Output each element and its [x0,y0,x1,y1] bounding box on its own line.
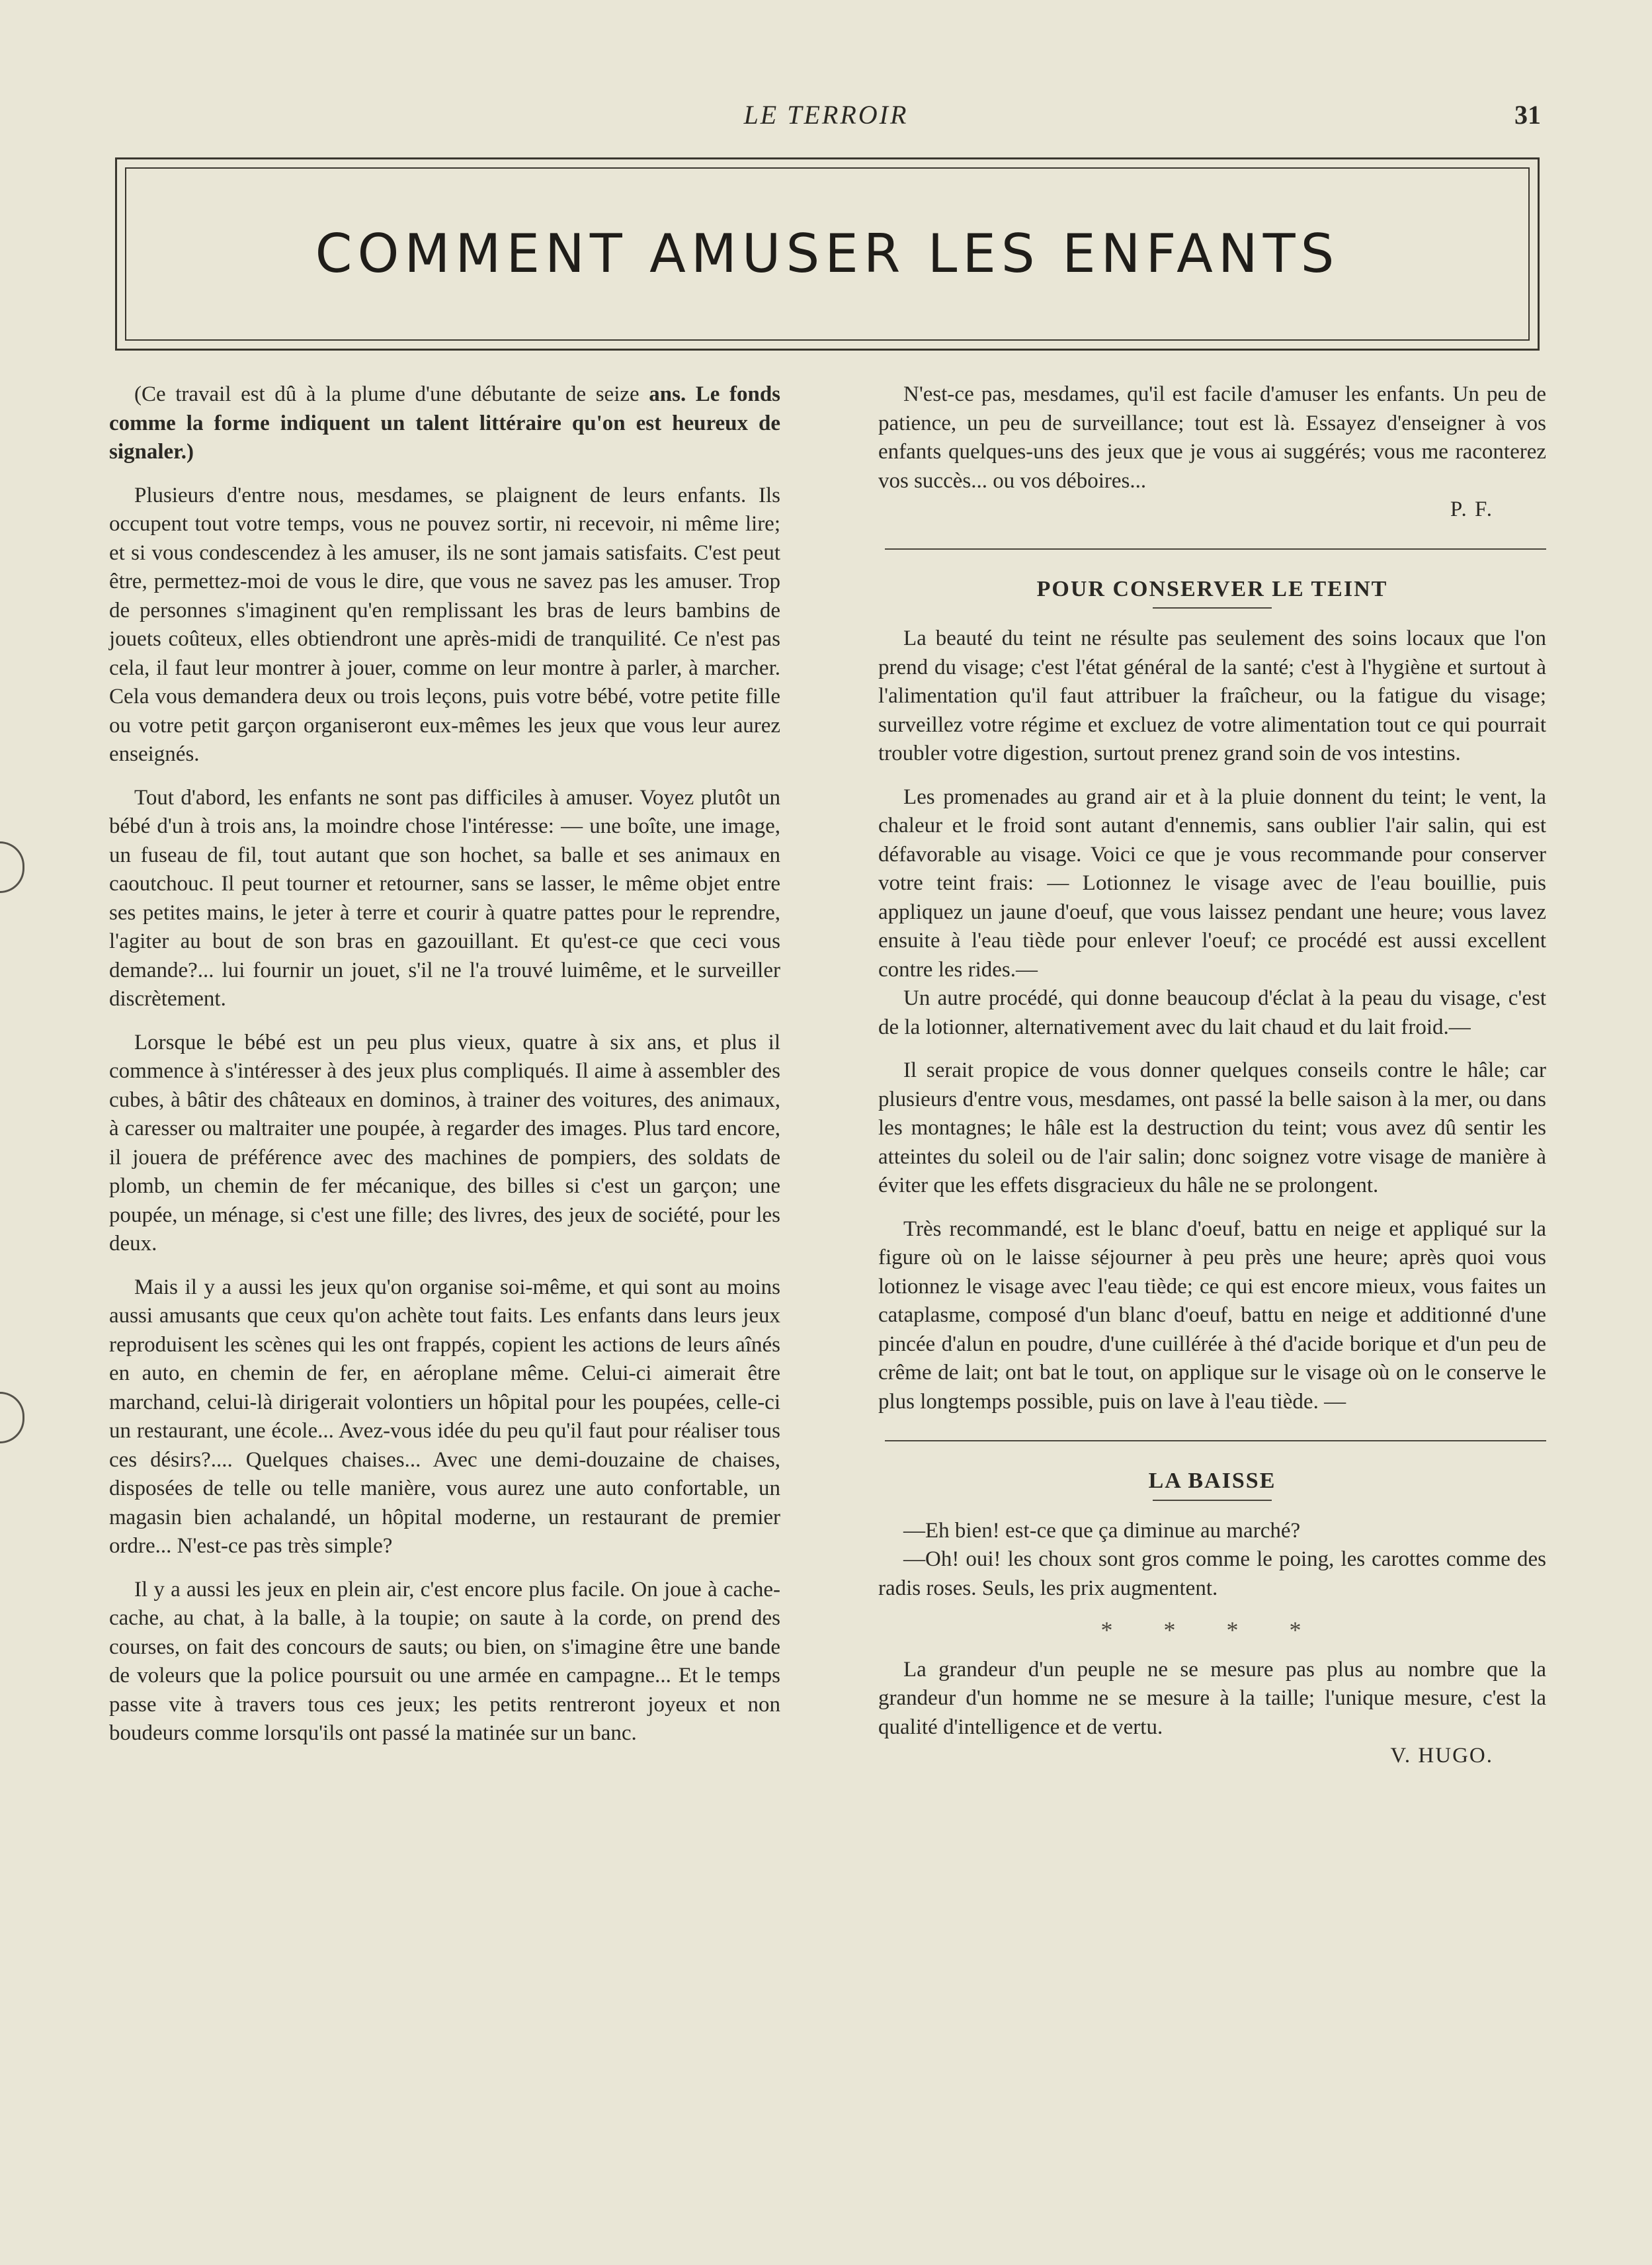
article-signature: P. F. [1450,497,1493,521]
intro-note [109,380,780,467]
baisse-line: —Oh! oui! les choux sont gros comme le poing, les carottes comme des radis roses. Seuls, les prix augmentent. [878,1547,1546,1600]
separator-stars: * * * * [1100,1617,1324,1643]
baisse-section-title: LA BAISSE [1148,1469,1276,1493]
article-paragraph: Mais il y a aussi les jeux qu'on organise soi-même, et qui sont au moins aussi amusants que ceux qu'on achète tout faits. Les enfants dans leurs jeux reproduisent les scènes qui les ont frappés, copient les actions de leurs aînés en auto, en chemin de fer, en aéroplane même. Celui-ci aimerait être marchand, celui-là dirigerait volontiers un hôpital pour les poupées, celle-ci un restaurant, une école... Avez-vous idée du peu qu'il faut pour réaliser tous ces désirs?.... Quelques chaises... Avec une demi-douzaine de chaises, disposées de telle ou telle manière, vous aurez une auto confortable, un magasin bien achalandé, un hôpital moderne, un restaurant de premier ordre... N'est-ce pas très simple? [109,1275,780,1558]
teint-paragraph: Très recommandé, est le blanc d'oeuf, battu en neige et appliqué sur la figure où on le laisse séjourner à peu près une heure; après quoi vous lotionnez le visage avec l'eau tiède; ce qui est encore mieux, vous faites un cataplasme, composé d'un blanc d'oeuf, battu en neige et additionné d'une pincée d'alun en poudre, d'une cuillérée à thé d'acide borique et d'un peu de crême de lait; ont bat le tout, on applique sur le visage où on le conserve le plus longtemps possible, puis on lave à l'eau tiède. — [878,1217,1546,1414]
article-paragraph: Tout d'abord, les enfants ne sont pas difficiles à amuser. Voyez plutôt un bébé d'un à trois ans, la moindre chose l'intéresse: — une boîte, une image, un fuseau de fil, tout autant que son hochet, sa balle et ses animaux en caoutchouc. Il peut tourner et retourner, sans se lasser, le même objet entre ses petites mains, le jeter à terre et courir à quatre pattes pour le reprendre, l'agiter au bout de son bras en gazouillant. Et qu'est-ce que ceci vous demande?... lui fournir un jouet, s'il ne l'a trouvé luimême, et le surveiller discrètement. [109,785,780,1011]
running-title: LE TERROIR [743,100,909,130]
article-paragraph: Il y a aussi les jeux en plein air, c'est encore plus facile. On joue à cache-cache, au chat, à la balle, à la toupie; on saute à la corde, on prend des courses, on fait des concours de sauts; ou bien, on s'imagine être une bande de voleurs que la police poursuit ou une armée en campagne... Et le temps passe vite à travers tous ces jeux; les petits rentreront joyeux et non boudeurs comme lorsqu'ils ont passé la matinée sur un banc. [109,1577,780,1745]
page-number: 31 [1514,100,1541,130]
right-column [878,380,1546,1771]
article-paragraph: N'est-ce pas, mesdames, qu'il est facile d'amuser les enfants. Un peu de patience, un peu de surveillance; tout est là. Essayez d'enseigner à vos enfants quelques-uns des jeux que je vous ai suggérés; vous me raconterez vos succès... ou vos déboires... [878,382,1546,493]
baisse-line: —Eh bien! est-ce que ça diminue au marché? [903,1518,1301,1543]
section-divider [885,1440,1546,1441]
article-paragraph: Plusieurs d'entre nous, mesdames, se plaignent de leurs enfants. Ils occupent tout votre temps, vous ne pouvez sortir, ni recevoir, ni même lire; et si vous condescendez à les amuser, ils ne sont jamais satisfaits. C'est peut être, permettez-moi de vous le dire, que vous ne savez pas les amuser. Trop de personnes s'imaginent qu'en remplissant les bras de leurs bambins de jouets coûteux, elles obtiendront une après-midi de tranquilité. Ce n'est pas cela, il faut leur montrer à jouer, comme on leur montre à parler, à marcher. Cela vous demandera deux ou trois leçons, puis votre bébé, votre petite fille ou votre petit garçon organiseront eux-mêmes les jeux que vous leur aurez enseignés. [109,483,780,766]
teint-paragraph: Un autre procédé, qui donne beaucoup d'éclat à la peau du visage, c'est de la lotionner, alternativement avec du lait chaud et du lait froid.— [878,986,1546,1039]
section-divider [885,548,1546,550]
teint-paragraph: La beauté du teint ne résulte pas seulement des soins locaux que l'on prend du visage; c'est l'état général de la santé; c'est à l'hygiène et surtout à l'alimentation qu'il faut attribuer la fraîcheur, ou la fatigue du visage; surveillez votre régime et excluez de votre alimentation tout ce qui pourrait troubler votre digestion, surtout prenez grand soin de vos intestins. [878,626,1546,765]
left-column [109,380,780,1748]
article-title: COMMENT AMUSER LES ENFANTS [315,223,1340,284]
title-underline [1153,607,1272,609]
running-header [0,99,1652,139]
article-title-box [115,157,1540,351]
teint-paragraph: Il serait propice de vous donner quelques conseils contre le hâle; car plusieurs d'entre vous, mesdames, ont passé la belle saison à la mer, ou dans les montagnes; le hâle est la destruction du teint; vous avez dû sentir les atteintes du soleil ou de l'air salin; donc soignez votre visage de manière à éviter que les effets disgracieux du hâle ne se prolongent. [878,1058,1546,1197]
binding-hole-mark [0,1392,24,1443]
binding-hole-mark [0,841,24,893]
teint-paragraph: Les promenades au grand air et à la pluie donnent du teint; le vent, la chaleur et le froid sont autant d'ennemis, sans oublier l'air salin, qui est défavorable au visage. Voici ce que je vous recommande pour conserver votre teint frais: — Lotionnez le visage avec de l'eau bouillie, puis appliquez un jaune d'oeuf, que vous laissez pendant une heure; vous lavez ensuite à l'eau tiède pour enlever l'oeuf; ce procédé est aussi excellent contre les rides.— [878,785,1546,982]
title-underline [1153,1500,1272,1501]
quote-author: V. HUGO. [1390,1744,1493,1768]
intro-note-plain: (Ce travail est dû à la plume d'une débutante de seize [134,382,640,406]
article-paragraph: Lorsque le bébé est un peu plus vieux, quatre à six ans, et plus il commence à s'intéresser à des jeux plus compliqués. Il aime à assembler des cubes, à bâtir des châteaux en dominos, à trainer des voitures, des animaux, à caresser ou maltraiter une poupée, à regarder des images. Plus tard encore, il jouera de préférence avec des machines de pompiers, des soldats de plomb, un chemin de fer mécanique, des billes si c'est un garçon; une poupée, un ménage, si c'est une fille; des livres, des jeux de société, pour les deux. [109,1030,780,1256]
hugo-quote: La grandeur d'un peuple ne se mesure pas plus au nombre que la grandeur d'un homme ne se mesure à la taille; l'unique mesure, c'est la qualité d'intelligence et de vertu. [878,1657,1546,1739]
teint-section-title: POUR CONSERVER LE TEINT [1036,576,1388,601]
intro-note-bold: ans. Le fonds comme la forme indiquent un talent littéraire qu'on est heureux de signaler.) [109,382,781,464]
